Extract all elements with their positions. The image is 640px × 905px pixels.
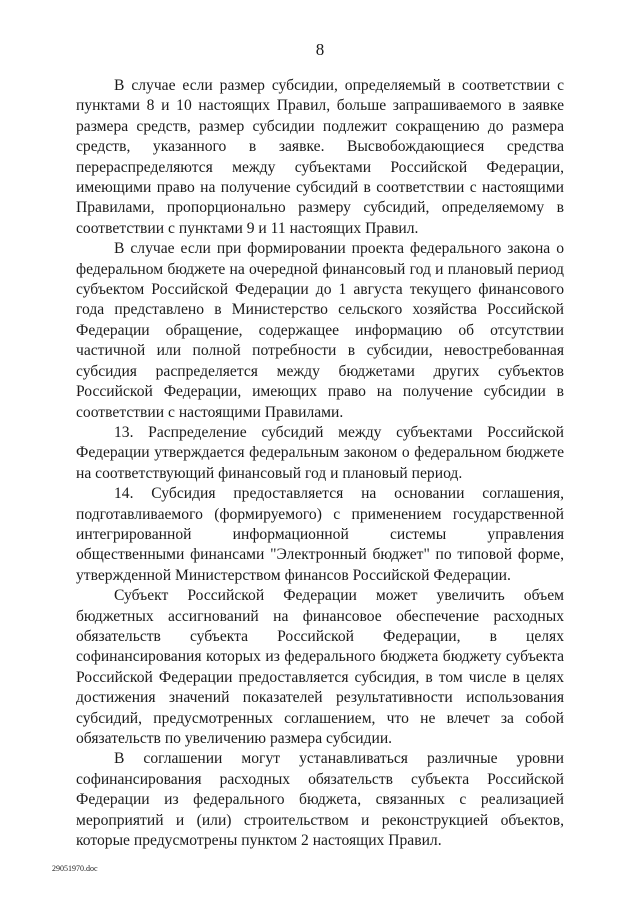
paragraph-cofinancing-levels: В соглашении могут устанавливаться различные уровни софинансирования расходных обязательств субъекта Российской Федерации из федерального бюджета, связанных с реализацией мероприятий и (или) строительством и реконструкцией объектов, которые предусмотрены пунктом 2 настоящих Правил. [76, 750, 564, 850]
paragraph-budget-increase: Субъект Российской Федерации может увеличить объем бюджетных ассигнований на финансовое обеспечение расходных обязательств субъекта Российской Федерации, в целях софинансирования которых из федерального бюджета бюджету субъекта Российской Федерации предоставляется субсидия, в том числе в целях достижения значений показателей результативности использования субсидий, предусмотренных соглашением, что не влечет за собой обязательств по увеличению размера субсидии. [76, 587, 564, 747]
document-body [76, 76, 564, 851]
paragraph-unclaimed-subsidy: В случае если при формировании проекта федерального закона о федеральном бюджете на очередной финансовый год и плановый период субъектом Российской Федерации до 1 августа текущего финансового года представлено в Министерство сельского хозяйства Российской Федерации обращение, содержащее информацию об отсутствии частичной или полной потребности в субсидии, невостребованная субсидия распределяется между бюджетами других субъектов Российской Федерации, имеющих право на получение субсидии в соответствии с настоящими Правилами. [76, 240, 564, 421]
paragraph-subsidy-reduction: В случае если размер субсидии, определяемый в соответствии с пунктами 8 и 10 настоящих Правил, больше запрашиваемого в заявке размера средств, размер субсидии подлежит сокращению до размера средств, указанного в заявке. Высвобождающиеся средства перераспределяются между субъектами Российской Федерации, имеющими право на получение субсидий в соответствии с настоящими Правилами, пропорционально размеру субсидий, определяемому в соответствии с пунктами 9 и 11 настоящих Правил. [76, 77, 564, 237]
document-file-code: 29051970.doc [52, 864, 98, 873]
paragraph-item-13: 13. Распределение субсидий между субъектами Российской Федерации утверждается федеральным законом о федеральном бюджете на соответствующий финансовый год и плановый период. [76, 423, 564, 482]
paragraph-item-14: 14. Субсидия предоставляется на основании соглашения, подготавливаемого (формируемого) с применением государственной интегрированной информационной системы управления общественными финансами "Электронный бюджет" по типовой форме, утвержденной Министерством финансов Российской Федерации. [76, 485, 564, 584]
page-number: 8 [315, 40, 325, 59]
